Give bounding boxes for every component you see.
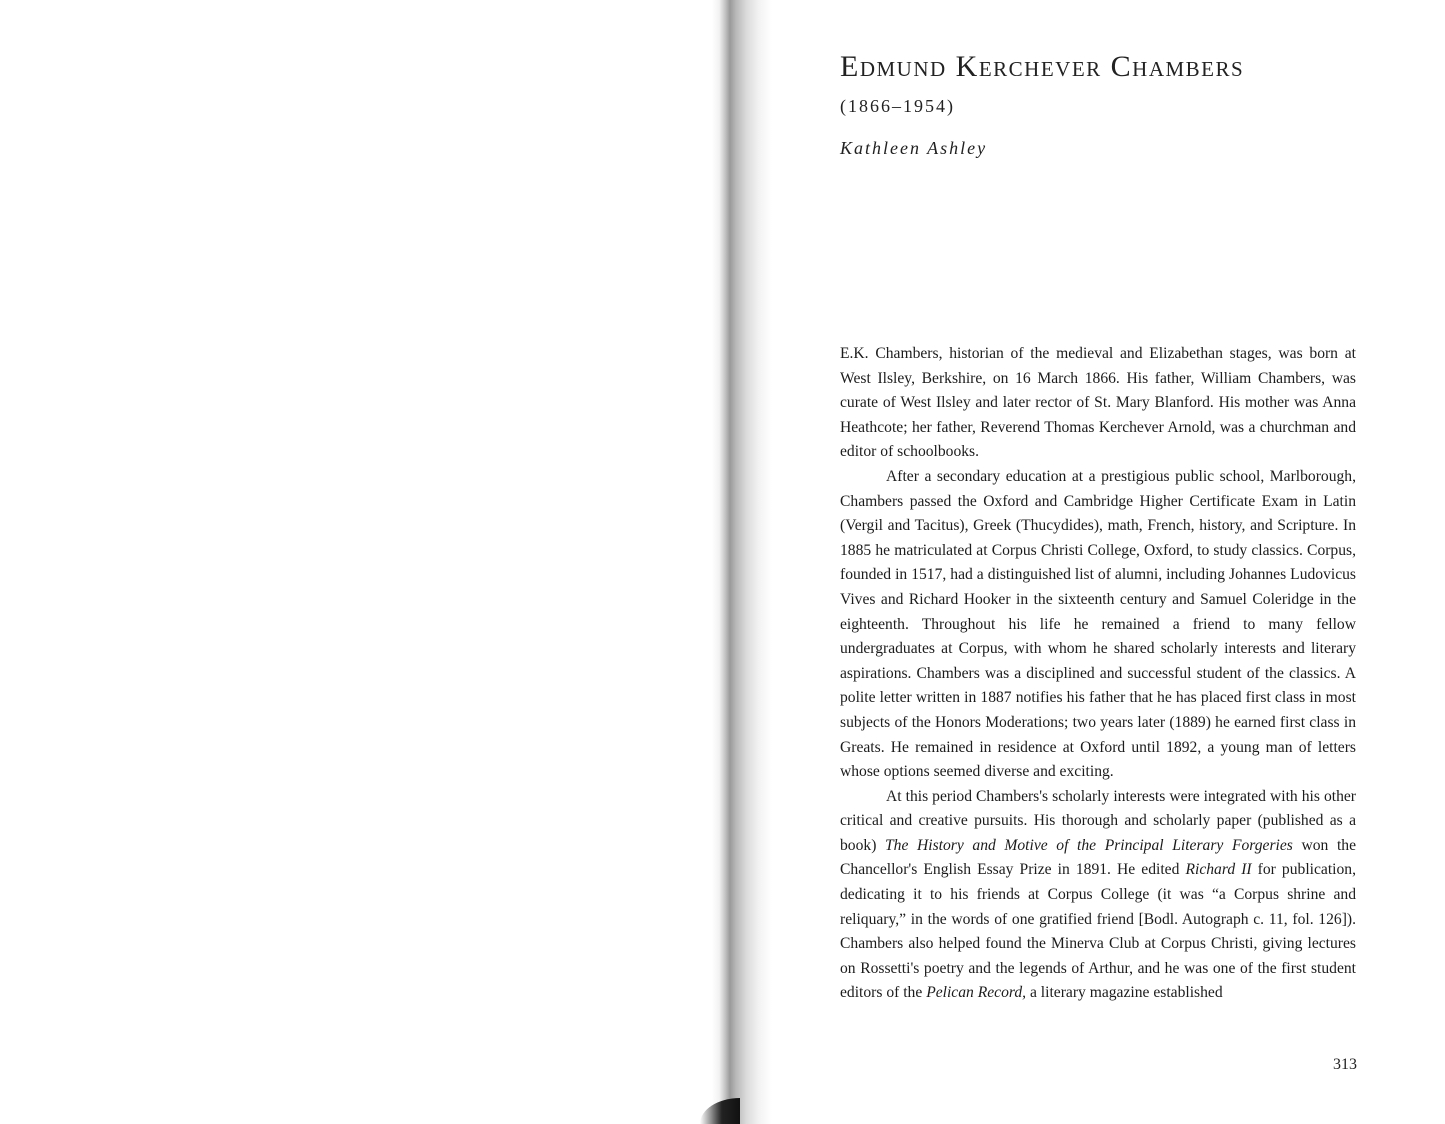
chapter-title: Edmund Kerchever Chambers (840, 50, 1245, 83)
paragraph-text: for publication, dedicating it to his friends at Corpus College (it was “a Corpus shrine and reliquary,” in the words of one gratified friend [Bodl. Autograph c. 11, fol. 126]). Chambers also helped found the Minerva Club at Corpus Christi, giving lectures on Rossetti's poetry and the legends of Arthur, and he was one of the first student editors of the (840, 861, 1356, 1002)
book-title-italic: The History and Motive of the Principal Literary Forgeries (885, 836, 1293, 854)
life-dates: (1866–1954) (840, 96, 955, 116)
paragraph-text: At this period Chambers's scholarly interests were integrated with his other critical and creative pursuits. His thorough and scholarly paper (published as a book) (840, 787, 1356, 854)
chapter-body (840, 342, 1356, 1006)
paragraph: E.K. Chambers, historian of the medieval and Elizabethan stages, was born at West Ilsley, Berkshire, on 16 March 1866. His father, William Chambers, was curate of West Ilsley and later rector of St. Mary Blanford. His mother was Anna Heathcote; her father, Reverend Thomas Kerchever Arnold, was a churchman and editor of schoolbooks. (840, 345, 1356, 461)
play-title-italic: Richard II (1185, 861, 1252, 879)
left-page-blank (0, 0, 720, 1124)
magazine-title-italic: Pelican Record, (926, 984, 1027, 1002)
paragraph-text: a literary magazine established (1026, 984, 1223, 1002)
paragraph-text: won the Chancellor's English Essay Prize in 1891. He edited (840, 836, 1357, 879)
book-gutter-shadow (712, 0, 772, 1124)
page-number: 313 (1333, 1056, 1357, 1073)
paragraph: After a secondary education at a prestigious public school, Marlborough, Chambers passed the Oxford and Cambridge Higher Certificate Exam in Latin (Vergil and Tacitus), Greek (Thucydides), math, French, history, and Scripture. In 1885 he matriculated at Corpus Christi College, Oxford, to study classics. Corpus, founded in 1517, had a distinguished list of alumni, including Johannes Ludovicus Vives and Richard Hooker in the sixteenth century and Samuel Coleridge in the eighteenth. Throughout his life he remained a friend to many fellow undergraduates at Corpus, with whom he shared scholarly interests and literary aspirations. Chambers was a disciplined and successful student of the classics. A polite letter written in 1887 notifies his father that he has placed first class in most subjects of the Honors Moderations; two years later (1889) he earned first class in Greats. He remained in residence at Oxford until 1892, a young man of letters whose options seemed diverse and exciting. (840, 467, 1356, 781)
chapter-author: Kathleen Ashley (840, 138, 988, 158)
right-page (772, 0, 1445, 1124)
paragraph (840, 785, 1356, 1006)
